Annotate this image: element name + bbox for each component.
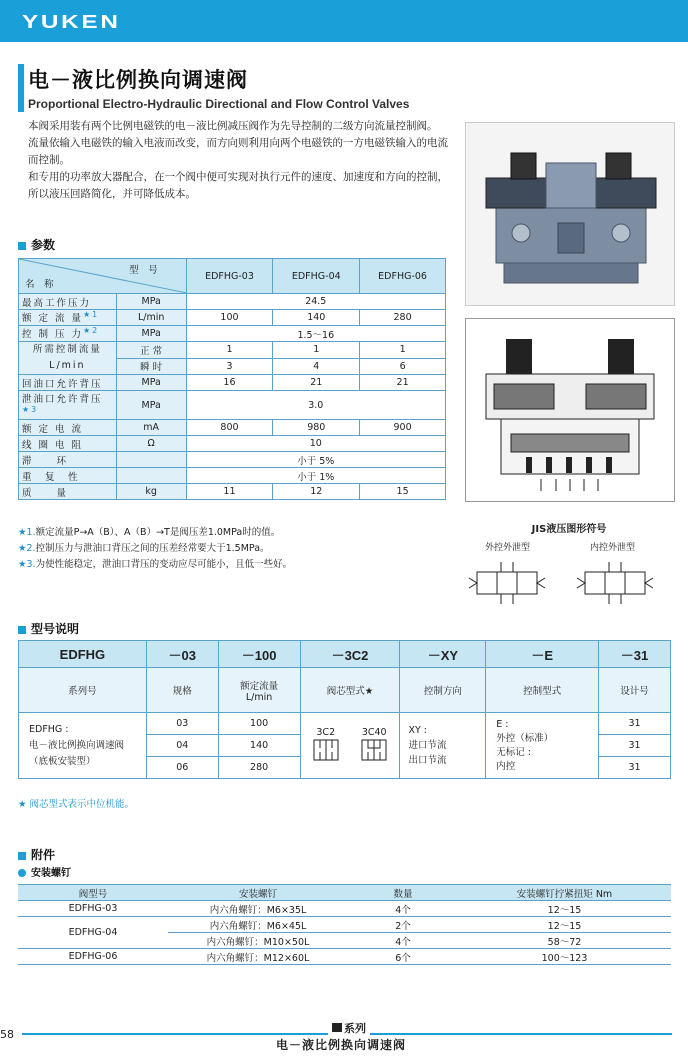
acc-subheading: 安装螺钉 bbox=[18, 864, 71, 879]
model-col: EDFHG-06 bbox=[360, 259, 446, 294]
jis-symbols bbox=[467, 558, 673, 610]
model-col: EDFHG-03 bbox=[186, 259, 273, 294]
intro-paragraph: 流量依输入电磁铁的输入电液而改变，而方向则利用向两个电磁铁的一方电磁铁输入的电流而控制。 bbox=[28, 137, 448, 166]
footer-series: 系列 bbox=[328, 1020, 370, 1036]
screw-row: EDFHG-04 内六角螺钉：M6×45L 2个 12～15 bbox=[18, 917, 671, 933]
yuken-logo: YUKEN bbox=[22, 12, 121, 32]
param-row: 额 定 流 量$^{★1}$ L/min 100 140 280 bbox=[19, 310, 446, 326]
params-heading: 参数 bbox=[18, 236, 55, 253]
jis-label-right: 内控外泄型 bbox=[590, 543, 636, 553]
section-diagram bbox=[465, 318, 675, 502]
page-number: 58 bbox=[0, 1028, 14, 1041]
footer-title: 电－液比例换向调速阀 bbox=[272, 1036, 410, 1053]
model-heading: 型号说明 bbox=[18, 620, 79, 637]
params-header-cell: 型 号 名 称 bbox=[19, 259, 187, 294]
param-row: 泄油口允许背压$^{★3}$ MPa 3.0 bbox=[19, 391, 446, 420]
screw-row: EDFHG-06 内六角螺钉：M12×60L 6个 100～123 bbox=[18, 949, 671, 965]
product-photo bbox=[465, 122, 675, 306]
intro-text bbox=[28, 118, 453, 203]
param-row: 控 制 压 力$^{★2}$ MPa 1.5～16 bbox=[19, 326, 446, 342]
param-row: 最高工作压力 MPa 24.5 bbox=[19, 294, 446, 310]
param-row: 滞 环 小于 5% bbox=[19, 452, 446, 468]
spool-types: 3C2 3C40 bbox=[300, 713, 400, 779]
param-row: 线 圈 电 阻 Ω 10 bbox=[19, 436, 446, 452]
series-desc: EDFHG : 电－液比例换向调速阀 （底板安装型） bbox=[19, 713, 147, 779]
screw-row: 内六角螺钉：M10×50L 4个 58～72 bbox=[18, 933, 671, 949]
screw-table: 阀型号 安装螺钉 数量 安装螺钉拧紧扭矩 Nm EDFHG-03 内六角螺钉：M6×35L 4个 12～15 EDFHG-04 内六角螺钉：M6×45L 2个 12～15 内六角螺钉：M10×50L 4个 58～72 EDFHG-06 内六角螺钉：M12×60L 6个 100～123 bbox=[18, 884, 671, 965]
jis-label-left: 外控外泄型 bbox=[485, 543, 531, 553]
page-title: 电－液比例换向调速阀 bbox=[28, 68, 248, 92]
spool-note: ★ 阀芯型式表示中位机能。 bbox=[18, 799, 135, 810]
param-row: 回油口允许背压 MPa 16 21 21 bbox=[19, 375, 446, 391]
control-type: E : 外控（标准） 无标记 : 内控 bbox=[486, 713, 599, 779]
param-row: 所需控制流量 L/min 正 常 1 1 1 bbox=[19, 342, 446, 359]
param-row: 重 复 性 小于 1% bbox=[19, 468, 446, 484]
note-item: ★1.额定流量P→A（B）、A（B）→T是阀压差1.0MPa时的值。 bbox=[18, 527, 281, 538]
title-accent bbox=[18, 64, 24, 112]
param-row: 质 量 kg 11 12 15 bbox=[19, 484, 446, 500]
intro-paragraph: 和专用的功率放大器配合，在一个阀中便可实现对执行元件的速度、加速度和方向的控制，所以液压回路简化，并可降低成本。 bbox=[28, 171, 448, 200]
acc-heading: 附件 bbox=[18, 846, 55, 863]
note-item: ★3.为使性能稳定，泄油口背压的变动应尽可能小，且低一些好。 bbox=[18, 559, 293, 570]
note-item: ★2.控制压力与泄油口背压之间的压差经常要大于1.5MPa。 bbox=[18, 543, 270, 554]
param-row: 瞬 时 3 4 6 bbox=[19, 358, 446, 375]
model-col: EDFHG-04 bbox=[273, 259, 360, 294]
params-table bbox=[18, 258, 446, 500]
page-subtitle: Proportional Electro-Hydraulic Directional and Flow Control Valves bbox=[28, 97, 410, 111]
intro-paragraph: 本阀采用装有两个比例电磁铁的电－液比例减压阀作为先导控制的二级方向流量控制阀。 bbox=[28, 120, 438, 132]
param-row: 额 定 电 流 mA 800 980 900 bbox=[19, 420, 446, 436]
params-notes bbox=[18, 525, 292, 573]
screw-row: EDFHG-03 内六角螺钉：M6×35L 4个 12～15 bbox=[18, 901, 671, 917]
model-code-table: EDFHG －03 －100 －3C2 －XY －E －31 系列号 规格 额定流量 L/min 阀芯型式★ 控制方向 控制型式 设计号 EDFHG : 电－液比例换向调速阀 （底板安装型） 03 100 3C2 3C40 XY : 进口节流 出口节流 E : 外控（标准） 无标记 : 内控 31 04 140 31 06 280 31 bbox=[18, 640, 671, 779]
control-direction: XY : 进口节流 出口节流 bbox=[400, 713, 486, 779]
jis-title: JIS液压图形符号 bbox=[531, 524, 607, 535]
